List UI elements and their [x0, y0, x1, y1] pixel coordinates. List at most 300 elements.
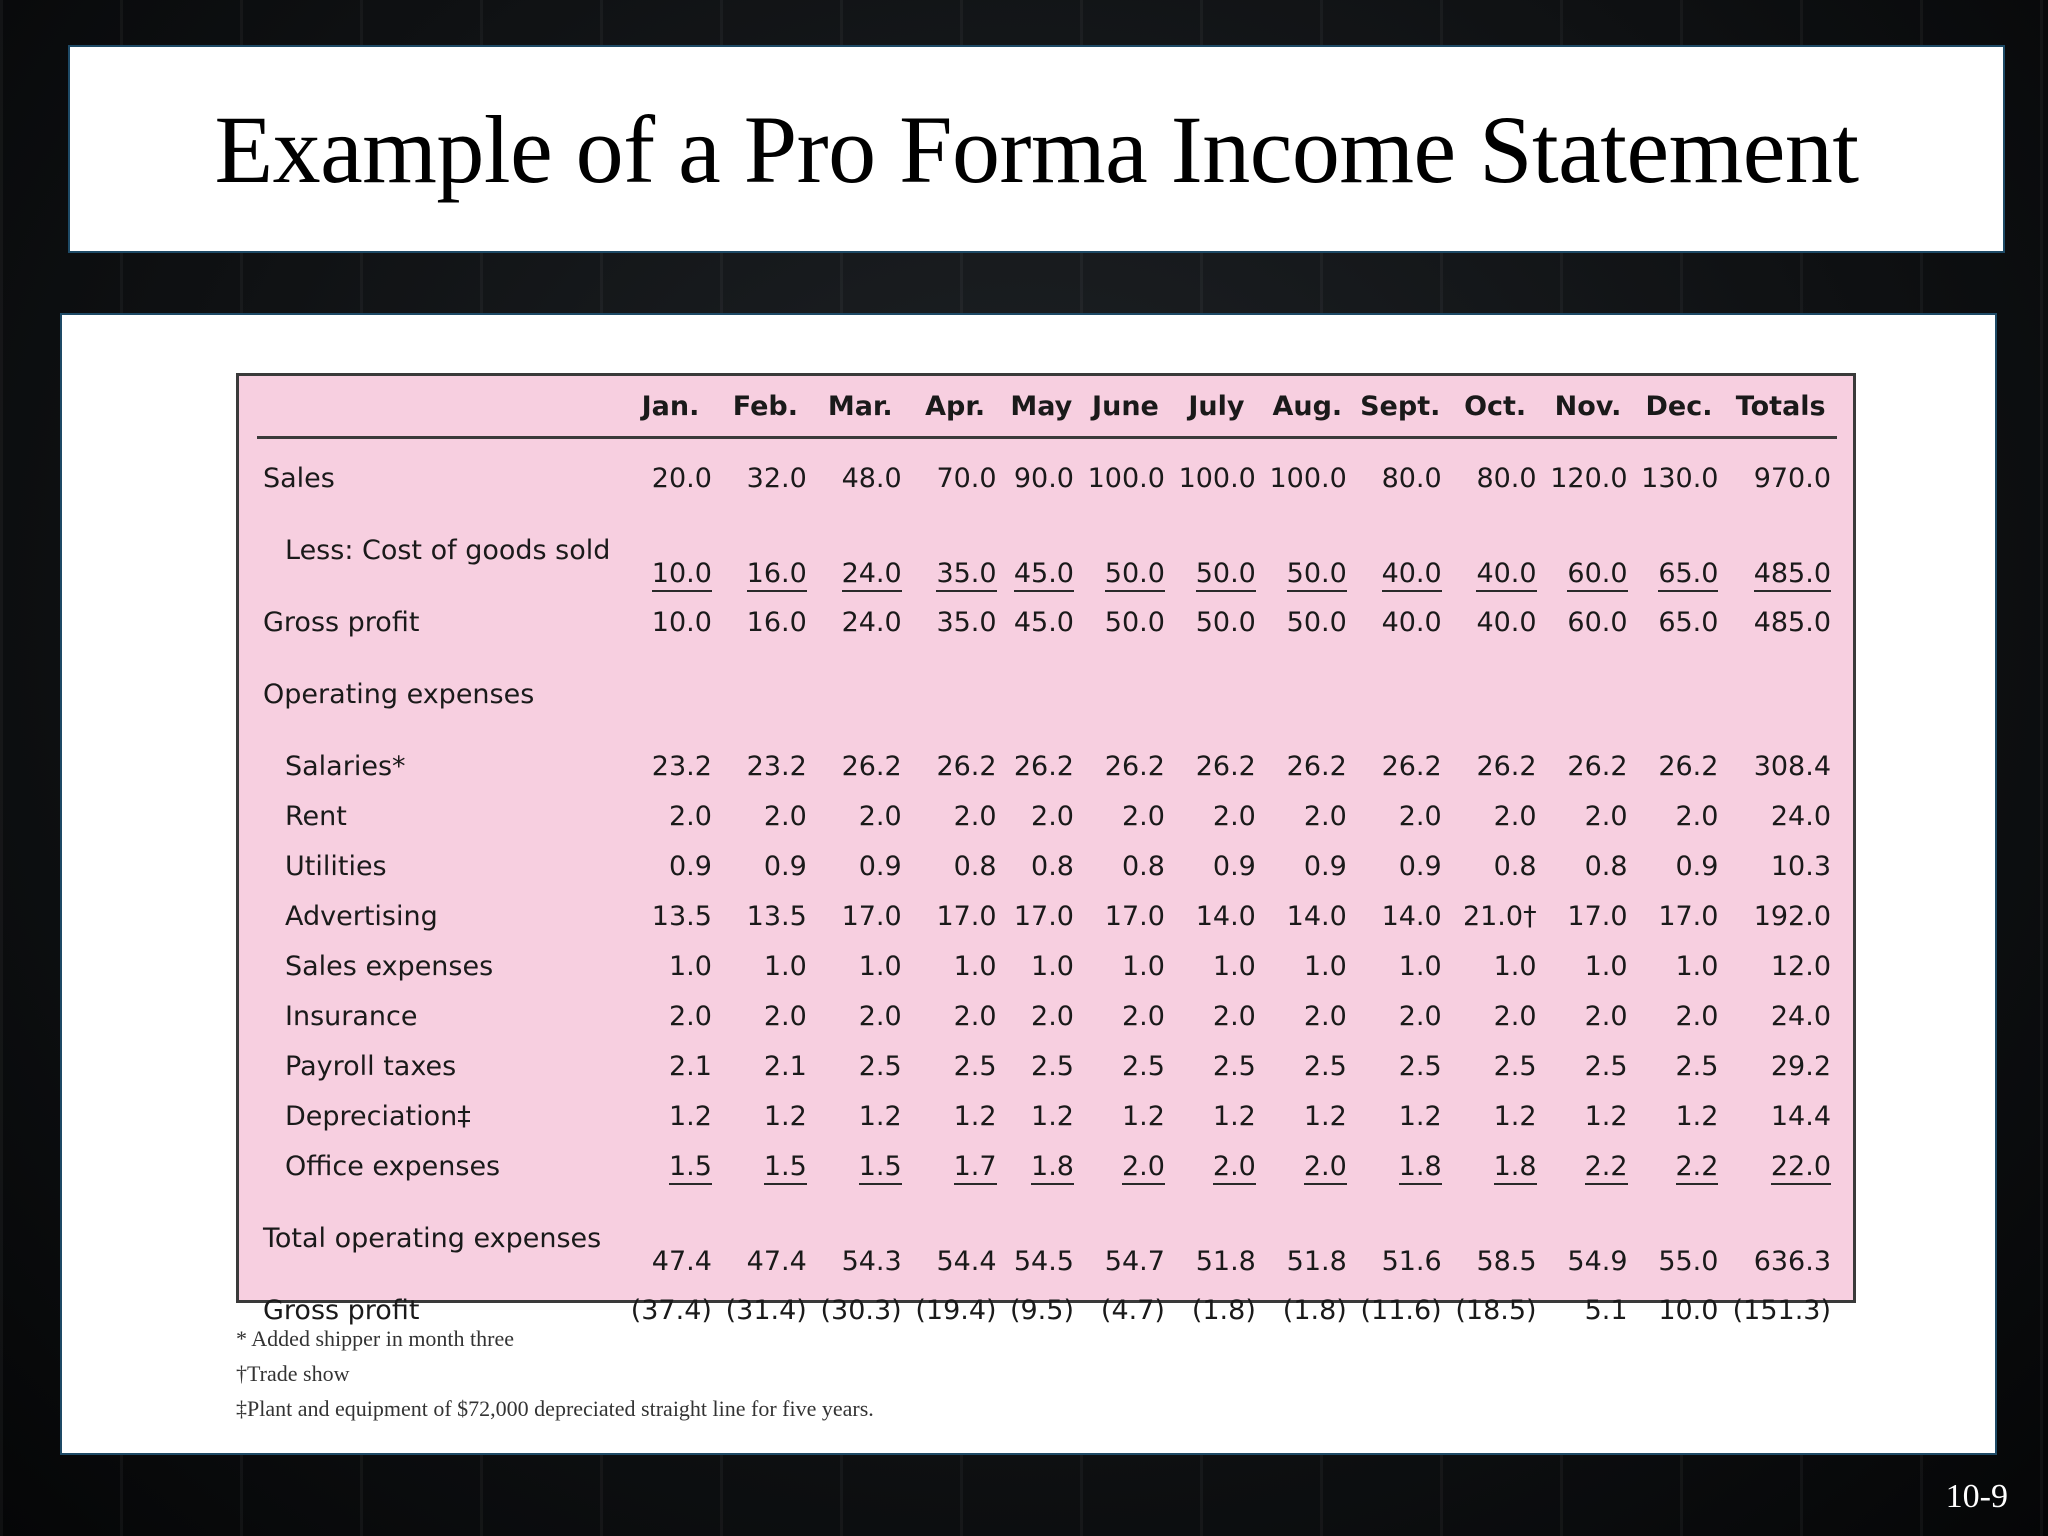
cell-value: (11.6): [1360, 1294, 1442, 1326]
cell-value: 26.2: [1381, 750, 1442, 782]
cell-value: 2.5: [1398, 1050, 1442, 1082]
cell-value: 24.0: [842, 558, 902, 592]
table-cell: [1080, 1141, 1171, 1191]
cell-value: (19.4): [915, 1294, 997, 1326]
cell-value: 2.2: [1585, 1151, 1628, 1185]
cell-value: (151.3): [1732, 1294, 1831, 1326]
table-cell: [1262, 1285, 1353, 1335]
table-cell: [1724, 891, 1837, 941]
cell-value: 1.2: [1303, 1100, 1347, 1132]
cell-value: 485.0: [1754, 558, 1831, 592]
income-statement-table: [257, 376, 1837, 1335]
table-row: [257, 438, 1837, 504]
cell-value: 47.4: [746, 1246, 807, 1277]
table-cell: [1171, 1285, 1262, 1335]
cell-value: 1.0: [953, 950, 997, 982]
table-cell: [1171, 1041, 1262, 1091]
cell-value: 13.5: [651, 900, 712, 932]
cell-value: 1.8: [1031, 1151, 1074, 1185]
table-row: [257, 841, 1837, 891]
table-cell: [718, 991, 813, 1041]
table-cell: [813, 841, 908, 891]
cell-value: 1.0: [763, 950, 807, 982]
table-cell: [1543, 791, 1634, 841]
cell-value: 2.0: [1493, 800, 1537, 832]
cell-value: 1.0: [1212, 950, 1256, 982]
table-cell: [718, 841, 813, 891]
table-cell: [623, 597, 718, 647]
cell-value: 120.0: [1550, 462, 1628, 494]
table-cell: [1724, 1041, 1837, 1091]
row-label: Sales expenses: [285, 950, 494, 982]
table-cell: [1543, 1141, 1634, 1191]
cell-value: 0.8: [1031, 850, 1074, 882]
table-cell: [623, 741, 718, 791]
cell-value: 24.0: [1770, 1000, 1831, 1032]
income-statement-table-frame: [236, 373, 1856, 1326]
table-cell: [908, 741, 1003, 791]
cell-value: 54.3: [841, 1246, 902, 1277]
table-cell: [623, 891, 718, 941]
cell-value: 70.0: [936, 462, 997, 494]
cell-value: 17.0: [1567, 900, 1628, 932]
table-cell: [813, 1041, 908, 1091]
table-cell: [1724, 741, 1837, 791]
cell-value: 23.2: [746, 750, 807, 782]
cell-value: 1.0: [1121, 950, 1165, 982]
row-label: Rent: [285, 800, 347, 832]
table-row: [257, 1141, 1837, 1191]
table-cell: [1353, 791, 1448, 841]
cell-value: 1.2: [1584, 1100, 1628, 1132]
cell-value: 1.0: [1493, 950, 1537, 982]
cell-value: 0.8: [953, 850, 997, 882]
table-cell: [1003, 841, 1080, 891]
cell-value: 51.8: [1195, 1246, 1256, 1277]
footnote-shipper: * Added shipper in month three: [236, 1326, 515, 1351]
table-cell: [718, 1091, 813, 1141]
table-cell: [1634, 991, 1725, 1041]
cell-value: 1.0: [1675, 950, 1719, 982]
cell-value: 192.0: [1753, 900, 1831, 932]
cell-value: 1.2: [1121, 1100, 1165, 1132]
cell-value: 1.0: [1303, 950, 1347, 982]
table-cell: [1353, 503, 1448, 597]
row-label: Gross profit: [263, 606, 420, 638]
cell-value: 2.0: [1121, 800, 1165, 832]
table-cell: [1080, 1285, 1171, 1335]
table-cell: [1353, 891, 1448, 941]
table-cell: [1448, 741, 1543, 791]
table-cell: [1262, 503, 1353, 597]
cell-value: 1.0: [1398, 950, 1442, 982]
cell-value: 2.0: [1121, 1000, 1165, 1032]
table-cell: [908, 991, 1003, 1041]
table-cell: [718, 791, 813, 841]
cell-value: 24.0: [841, 606, 902, 638]
table-cell: [1003, 1041, 1080, 1091]
cell-value: 2.0: [763, 1000, 807, 1032]
column-header: July: [1171, 376, 1262, 438]
table-cell: [813, 741, 908, 791]
column-header: Dec.: [1634, 376, 1725, 438]
table-row: [257, 941, 1837, 991]
cell-value: 1.0: [668, 950, 712, 982]
cell-value: 10.0: [652, 558, 712, 592]
cell-value: 2.5: [1031, 1050, 1074, 1082]
table-row: [257, 1041, 1837, 1091]
cell-value: 26.2: [936, 750, 997, 782]
table-cell: [1171, 503, 1262, 597]
cell-value: 50.0: [1196, 558, 1256, 592]
table-cell: [1262, 1041, 1353, 1091]
table-cell: [1003, 741, 1080, 791]
cell-value: 10.3: [1770, 850, 1831, 882]
table-cell: [1634, 891, 1725, 941]
table-cell: [1171, 741, 1262, 791]
cell-value: 1.0: [1584, 950, 1628, 982]
table-cell: [908, 891, 1003, 941]
footnote-depreciation: ‡Plant and equipment of $72,000 depreciated straight line for five years.: [236, 1396, 874, 1421]
cell-value: 40.0: [1381, 606, 1442, 638]
table-cell: [1543, 741, 1634, 791]
table-cell: [623, 941, 718, 991]
table-cell: [1003, 1091, 1080, 1141]
table-cell: [813, 1091, 908, 1141]
table-cell: [1353, 1141, 1448, 1191]
table-cell: [1080, 503, 1171, 597]
table-cell: [813, 891, 908, 941]
table-cell: [1262, 891, 1353, 941]
table-cell: [1543, 1285, 1634, 1335]
cell-value: 2.0: [1675, 1000, 1719, 1032]
table-cell: [1543, 597, 1634, 647]
cell-value: 2.5: [1493, 1050, 1537, 1082]
table-cell: [1353, 1041, 1448, 1091]
table-cell: [1353, 597, 1448, 647]
cell-value: 0.9: [858, 850, 902, 882]
cell-value: 50.0: [1105, 558, 1165, 592]
cell-value: 2.5: [858, 1050, 902, 1082]
table-cell: [1080, 791, 1171, 841]
cell-value: 60.0: [1567, 606, 1628, 638]
table-cell: [1634, 647, 1725, 741]
table-cell: [1171, 941, 1262, 991]
table-cell: [623, 1191, 718, 1285]
table-cell: [1543, 841, 1634, 891]
row-label: Salaries*: [285, 750, 406, 782]
cell-value: (9.5): [1009, 1294, 1074, 1326]
table-cell: [623, 1141, 718, 1191]
cell-value: 17.0: [1013, 900, 1074, 932]
table-cell: [1171, 891, 1262, 941]
table-cell: [1543, 941, 1634, 991]
cell-value: 1.2: [668, 1100, 712, 1132]
cell-value: 26.2: [1104, 750, 1165, 782]
table-cell: [1080, 891, 1171, 941]
table-cell: [813, 1141, 908, 1191]
table-cell: [1353, 1191, 1448, 1285]
table-cell: [1171, 438, 1262, 504]
cell-value: 2.0: [1304, 1151, 1347, 1185]
table-cell: [718, 503, 813, 597]
cell-value: 2.0: [763, 800, 807, 832]
table-row: [257, 791, 1837, 841]
table-cell: [1448, 791, 1543, 841]
table-row: [257, 891, 1837, 941]
cell-value: 48.0: [841, 462, 902, 494]
table-cell: [1724, 503, 1837, 597]
cell-value: 130.0: [1641, 462, 1719, 494]
table-cell: [1262, 597, 1353, 647]
table-cell: [1634, 597, 1725, 647]
cell-value: 55.0: [1658, 1246, 1719, 1277]
cell-value: 45.0: [1014, 558, 1074, 592]
cell-value: 0.9: [1398, 850, 1442, 882]
table-row: [257, 1091, 1837, 1141]
cell-value: 2.0: [1493, 1000, 1537, 1032]
cell-value: 2.2: [1676, 1151, 1719, 1185]
table-cell: [1448, 503, 1543, 597]
table-cell: [813, 791, 908, 841]
cell-value: 2.0: [1031, 800, 1074, 832]
cell-value: 26.2: [1286, 750, 1347, 782]
row-label: Office expenses: [285, 1150, 501, 1182]
table-cell: [908, 1091, 1003, 1141]
cell-value: 2.0: [858, 800, 902, 832]
cell-value: (1.8): [1282, 1294, 1347, 1326]
row-label: Advertising: [285, 900, 438, 932]
table-cell: [718, 941, 813, 991]
table-cell: [718, 891, 813, 941]
cell-value: 1.2: [1398, 1100, 1442, 1132]
table-row: [257, 991, 1837, 1041]
cell-value: 2.5: [1121, 1050, 1165, 1082]
table-cell: [1003, 647, 1080, 741]
table-cell: [1353, 1091, 1448, 1141]
cell-value: 2.0: [1675, 800, 1719, 832]
row-label: Utilities: [285, 850, 387, 882]
cell-value: 970.0: [1753, 462, 1831, 494]
table-cell: [1262, 791, 1353, 841]
cell-value: 2.0: [668, 800, 712, 832]
table-cell: [1353, 941, 1448, 991]
cell-value: 26.2: [1567, 750, 1628, 782]
table-cell: [1634, 1041, 1725, 1091]
table-cell: [908, 503, 1003, 597]
cell-value: 65.0: [1658, 558, 1718, 592]
cell-value: 1.2: [1493, 1100, 1537, 1132]
cell-value: 308.4: [1753, 750, 1831, 782]
table-cell: [1448, 941, 1543, 991]
table-cell: [1634, 438, 1725, 504]
cell-value: 1.2: [953, 1100, 997, 1132]
column-header: May: [1003, 376, 1080, 438]
cell-value: 2.0: [953, 800, 997, 832]
table-cell: [1080, 647, 1171, 741]
cell-value: 0.8: [1584, 850, 1628, 882]
table-cell: [1003, 1285, 1080, 1335]
cell-value: 2.0: [1122, 1151, 1165, 1185]
table-row: [257, 503, 1837, 597]
table-cell: [908, 597, 1003, 647]
table-cell: [718, 1141, 813, 1191]
column-header: Feb.: [718, 376, 813, 438]
table-cell: [908, 941, 1003, 991]
table-cell: [1448, 991, 1543, 1041]
table-cell: [1543, 1041, 1634, 1091]
table-cell: [1448, 1091, 1543, 1141]
column-header: Oct.: [1448, 376, 1543, 438]
title-banner: [68, 45, 2005, 253]
table-cell: [1634, 741, 1725, 791]
table-cell: [1724, 1191, 1837, 1285]
table-cell: [1724, 647, 1837, 741]
table-cell: [1171, 647, 1262, 741]
footnote-trade-show: †Trade show: [236, 1361, 350, 1386]
cell-value: 2.5: [1584, 1050, 1628, 1082]
cell-value: 2.0: [858, 1000, 902, 1032]
table-cell: [1543, 1191, 1634, 1285]
cell-value: 1.0: [858, 950, 902, 982]
cell-value: 21.0†: [1462, 900, 1537, 932]
table-cell: [1353, 841, 1448, 891]
row-label: Less: Cost of goods sold: [285, 534, 611, 566]
cell-value: (37.4): [630, 1294, 712, 1326]
cell-value: 54.9: [1567, 1246, 1628, 1277]
table-cell: [1543, 503, 1634, 597]
row-label: Operating expenses: [263, 678, 535, 710]
table-cell: [1634, 1191, 1725, 1285]
table-cell: [1353, 991, 1448, 1041]
cell-value: 636.3: [1753, 1246, 1831, 1277]
table-cell: [1171, 841, 1262, 891]
table-cell: [623, 841, 718, 891]
cell-value: 2.5: [1212, 1050, 1256, 1082]
table-cell: [1003, 1141, 1080, 1191]
table-cell: [1634, 841, 1725, 891]
cell-value: 14.0: [1381, 900, 1442, 932]
table-cell: [1080, 438, 1171, 504]
table-cell: [1634, 1285, 1725, 1335]
row-label: Sales: [263, 462, 335, 494]
table-cell: [718, 1191, 813, 1285]
table-cell: [1724, 941, 1837, 991]
table-cell: [1262, 1191, 1353, 1285]
cell-value: 2.0: [1031, 1000, 1074, 1032]
table-cell: [1171, 1091, 1262, 1141]
table-cell: [1171, 1191, 1262, 1285]
table-cell: [1080, 841, 1171, 891]
cell-value: 2.0: [1398, 1000, 1442, 1032]
cell-value: 0.8: [1121, 850, 1165, 882]
cell-value: 54.4: [936, 1246, 997, 1277]
cell-value: 50.0: [1287, 558, 1347, 592]
table-cell: [1448, 841, 1543, 891]
table-cell: [813, 438, 908, 504]
cell-value: 26.2: [1658, 750, 1719, 782]
table-cell: [1543, 891, 1634, 941]
cell-value: 2.0: [1303, 1000, 1347, 1032]
table-cell: [1080, 1191, 1171, 1285]
cell-value: 51.6: [1381, 1246, 1442, 1277]
cell-value: 100.0: [1269, 462, 1347, 494]
table-cell: [1262, 941, 1353, 991]
table-cell: [1003, 438, 1080, 504]
table-cell: [1262, 991, 1353, 1041]
cell-value: 16.0: [747, 558, 807, 592]
cell-value: 26.2: [1013, 750, 1074, 782]
cell-value: 17.0: [1658, 900, 1719, 932]
cell-value: (30.3): [820, 1294, 902, 1326]
column-header: Jan.: [623, 376, 718, 438]
table-cell: [1262, 1091, 1353, 1141]
footnotes: [236, 1321, 874, 1426]
table-cell: [1353, 741, 1448, 791]
cell-value: 1.5: [764, 1151, 807, 1185]
cell-value: 2.5: [953, 1050, 997, 1082]
table-cell: [1724, 841, 1837, 891]
row-label: Total operating expenses: [263, 1222, 602, 1254]
cell-value: 10.0: [651, 606, 712, 638]
table-cell: [1724, 1141, 1837, 1191]
table-cell: [718, 647, 813, 741]
table-cell: [1724, 597, 1837, 647]
cell-value: 51.8: [1286, 1246, 1347, 1277]
cell-value: 13.5: [746, 900, 807, 932]
cell-value: 47.4: [651, 1246, 712, 1277]
cell-value: 80.0: [1476, 462, 1537, 494]
cell-value: 50.0: [1286, 606, 1347, 638]
table-row: [257, 741, 1837, 791]
table-cell: [1448, 1141, 1543, 1191]
table-cell: [1634, 1141, 1725, 1191]
cell-value: 0.9: [763, 850, 807, 882]
table-cell: [1171, 991, 1262, 1041]
table-cell: [1353, 647, 1448, 741]
cell-value: 16.0: [746, 606, 807, 638]
table-cell: [1080, 1041, 1171, 1091]
cell-value: 29.2: [1770, 1050, 1831, 1082]
cell-value: 50.0: [1195, 606, 1256, 638]
row-label: Insurance: [285, 1000, 418, 1032]
cell-value: 58.5: [1476, 1246, 1537, 1277]
cell-value: 60.0: [1567, 558, 1627, 592]
cell-value: 40.0: [1476, 606, 1537, 638]
table-cell: [1724, 438, 1837, 504]
table-cell: [1448, 1285, 1543, 1335]
table-cell: [1448, 1191, 1543, 1285]
cell-value: 0.9: [668, 850, 712, 882]
table-cell: [623, 1091, 718, 1141]
table-cell: [1448, 438, 1543, 504]
cell-value: 2.0: [668, 1000, 712, 1032]
cell-value: 65.0: [1658, 606, 1719, 638]
cell-value: 2.0: [1584, 800, 1628, 832]
table-cell: [1262, 647, 1353, 741]
column-header: Totals: [1724, 376, 1837, 438]
cell-value: 0.9: [1212, 850, 1256, 882]
cell-value: 0.8: [1493, 850, 1537, 882]
cell-value: 54.7: [1104, 1246, 1165, 1277]
cell-value: 2.0: [1303, 800, 1347, 832]
cell-value: 20.0: [651, 462, 712, 494]
cell-value: 14.4: [1770, 1100, 1831, 1132]
table-cell: [908, 1041, 1003, 1091]
cell-value: 1.8: [1494, 1151, 1537, 1185]
table-cell: [718, 741, 813, 791]
cell-value: 2.0: [1212, 1000, 1256, 1032]
